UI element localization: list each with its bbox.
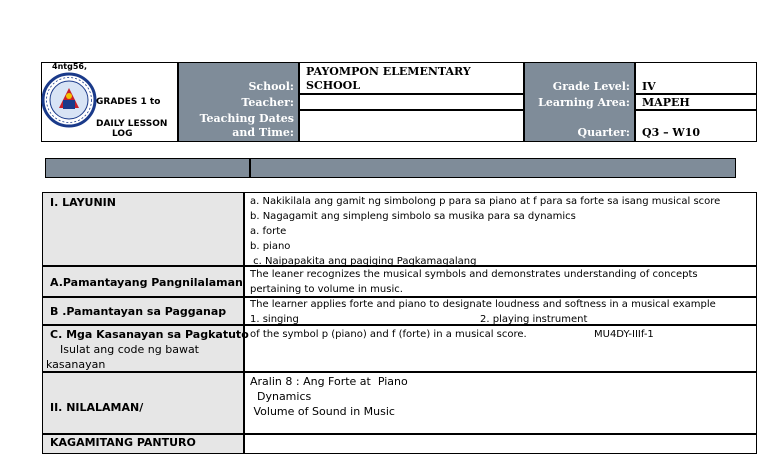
kasanayan-label: C. Mga Kasanayan sa Pagkatuto [50, 328, 249, 341]
grade-level-label: Grade Level: [552, 80, 630, 93]
kasanayan-sub-2: kasanayan [46, 358, 106, 371]
kasanayan-code: MU4DY-IIIf-1 [594, 329, 654, 340]
kagamitang-label: KAGAMITANG PANTURO [50, 436, 196, 449]
pangnilalaman-content [244, 265, 757, 299]
kasanayan-sub-1: Isulat ang code ng bawat [60, 343, 199, 356]
teaching-dates-label-line1: Teaching Dates [199, 112, 294, 125]
layunin-label: I. LAYUNIN [50, 196, 116, 209]
logo-text: 4ntg56, [52, 62, 87, 71]
kasanayan-text: of the symbol p (piano) and f (forte) in a musical score. [250, 329, 527, 340]
nilalaman-line-1: Aralin 8 : Ang Forte at Piano [250, 375, 408, 388]
layunin-content [244, 192, 757, 271]
nilalaman-label: II. NILALAMAN/ [50, 401, 144, 414]
school-value-line1: PAYOMPON ELEMENTARY [306, 65, 471, 78]
nilalaman-content [250, 374, 408, 419]
pagganap-line-2a: 1. singing [250, 314, 299, 325]
section-banner-left [45, 158, 250, 178]
teacher-value-cell [299, 94, 524, 110]
teaching-dates-value-cell [299, 110, 524, 142]
section-banner-right [250, 158, 736, 178]
learning-area-value: MAPEH [642, 96, 690, 109]
school-label: School: [248, 80, 294, 93]
grades-label: GRADES 1 to [96, 97, 161, 107]
daily-lesson-log-line1: DAILY LESSON [96, 119, 168, 129]
nilalaman-line-3: Volume of Sound in Music [250, 405, 395, 418]
quarter-value: Q3 – W10 [642, 126, 701, 139]
layunin-line-3: a. forte [250, 226, 287, 237]
pagganap-label: B .Pamantayan sa Pagganap [50, 305, 227, 318]
teaching-dates-label-line2: and Time: [232, 126, 294, 139]
daily-lesson-log-line2: LOG [112, 129, 133, 139]
nilalaman-line-2: Dynamics [250, 390, 312, 403]
pangnilalaman-line-2: pertaining to volume in music. [250, 284, 403, 295]
pangnilalaman-label: A.Pamantayang Pangnilalaman [50, 276, 243, 289]
deped-seal-icon [41, 72, 97, 128]
pagganap-line-2b: 2. playing instrument [480, 314, 588, 325]
grade-level-value: IV [642, 80, 656, 93]
pangnilalaman-line-1: The leaner recognizes the musical symbols and demonstrates understanding of concepts [250, 269, 698, 280]
quarter-label: Quarter: [577, 126, 630, 139]
layunin-line-1: a. Nakikilala ang gamit ng simbolong p para sa piano at f para sa forte sa isang musical score [250, 196, 721, 207]
learning-area-label: Learning Area: [538, 96, 630, 109]
kagamitang-content-cell [244, 434, 757, 454]
pagganap-line-1: The learner applies forte and piano to designate loudness and softness in a musical example [250, 299, 716, 310]
layunin-line-4: b. piano [250, 241, 291, 252]
teacher-label: Teacher: [241, 96, 294, 109]
layunin-line-2: b. Nagagamit ang simpleng simbolo sa musika para sa dynamics [250, 211, 576, 222]
school-value-line2: SCHOOL [306, 79, 360, 92]
layunin-line-5: c. Naipapakita ang pagiging Pagkamagalang [250, 256, 477, 267]
